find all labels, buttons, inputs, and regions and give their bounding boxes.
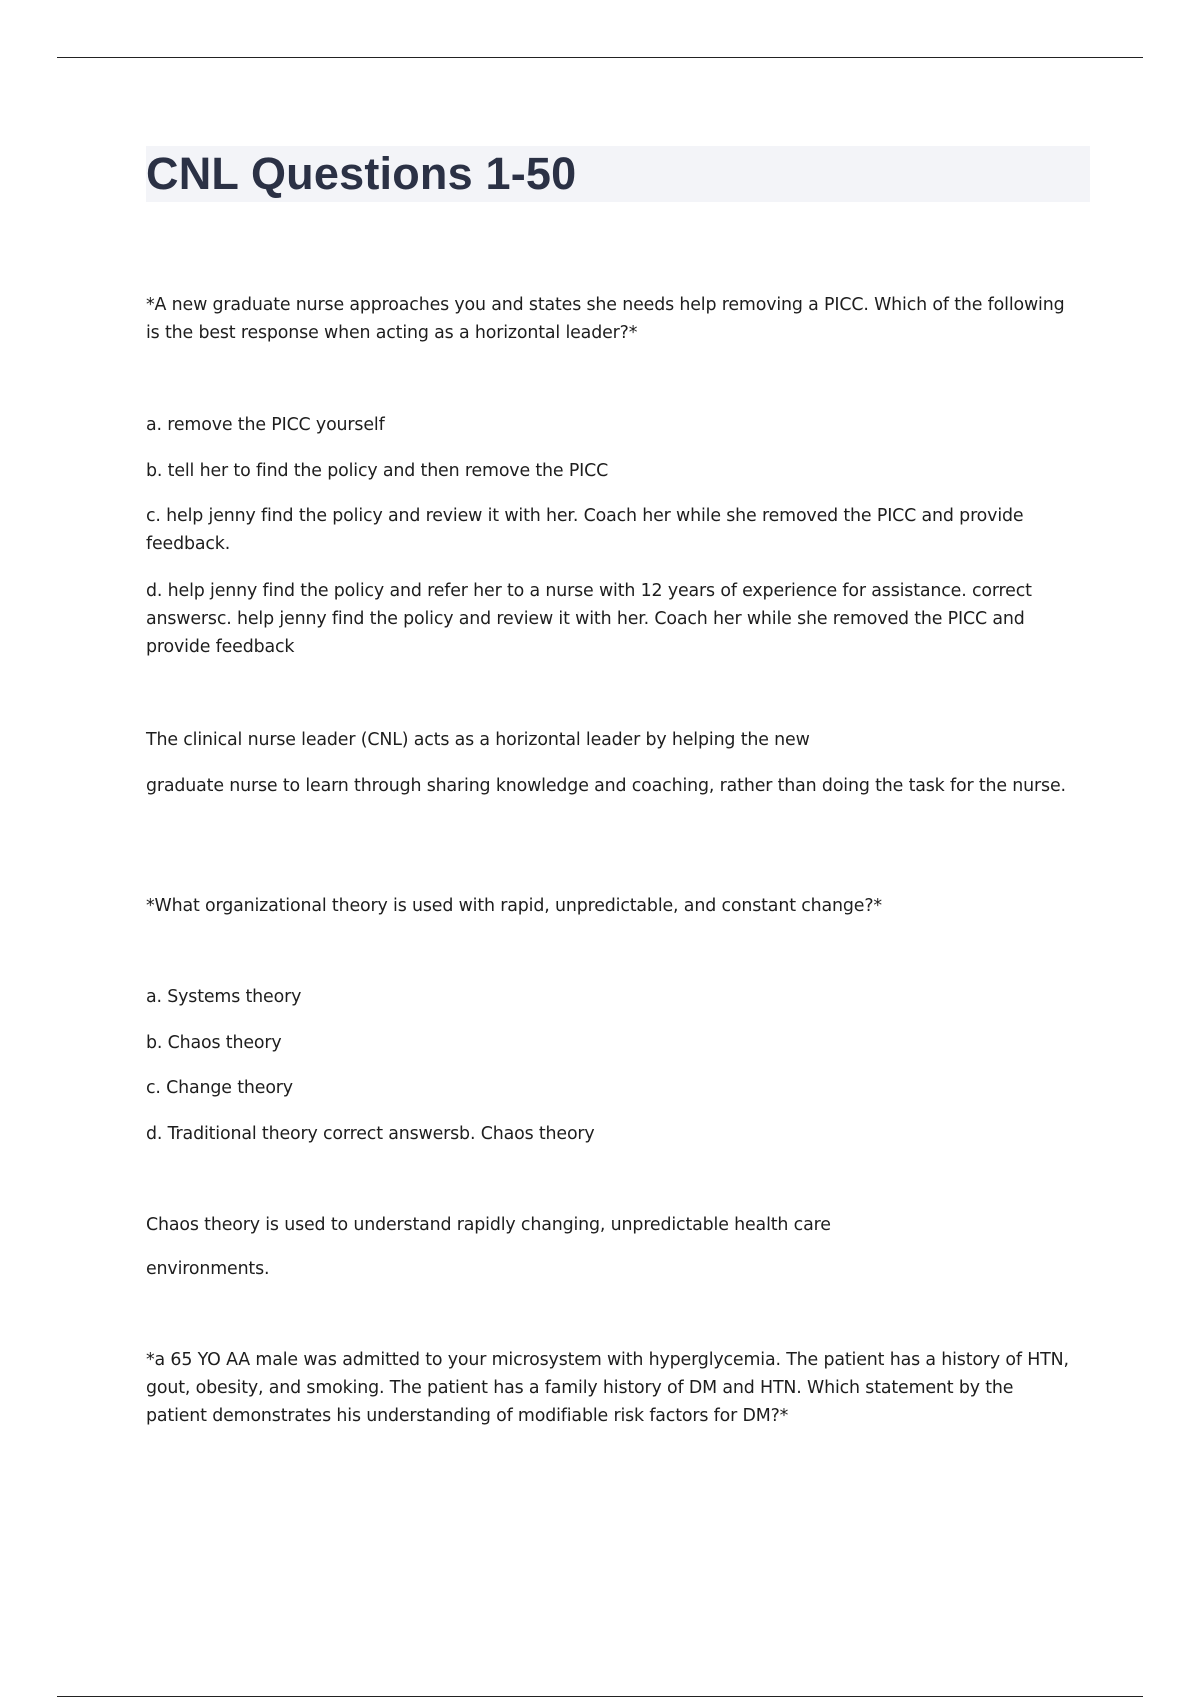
header-rule — [57, 57, 1143, 58]
question-1-option-c: c. help jenny find the policy and review it with her. Coach her while she removed the PICC and provide feedback. — [146, 506, 1024, 554]
question-1-prompt: *A new graduate nurse approaches you and states she needs help removing a PICC. Which of the following is the best response when acting as a horizontal leader?* — [146, 295, 1065, 343]
footer-rule — [57, 1696, 1143, 1697]
question-1-option-a: a. remove the PICC yourself — [146, 415, 385, 435]
document-title: CNL Questions 1-50 — [146, 148, 577, 199]
question-2-rationale-line-1: Chaos theory is used to understand rapidly changing, unpredictable health care — [146, 1215, 831, 1235]
question-2-option-d: d. Traditional theory correct answersb. Chaos theory — [146, 1124, 595, 1144]
question-2-rationale-line-2: environments. — [146, 1259, 270, 1279]
question-2-option-a: a. Systems theory — [146, 987, 302, 1007]
question-1-option-d: d. help jenny find the policy and refer her to a nurse with 12 years of experience for assistance. correct answersc. help jenny find the policy and review it with her. Coach her while she removed the PICC and provide feedback — [146, 581, 1032, 657]
question-1-rationale-line-2: graduate nurse to learn through sharing knowledge and coaching, rather than doing the task for the nurse. — [146, 776, 1066, 796]
question-2-option-c: c. Change theory — [146, 1078, 293, 1098]
question-2-option-b: b. Chaos theory — [146, 1033, 282, 1053]
question-3-prompt: *a 65 YO AA male was admitted to your microsystem with hyperglycemia. The patient has a history of HTN, gout, obesity, and smoking. The patient has a family history of DM and HTN. Which statement by the patient demonstrates his understanding of modifiable risk factors for DM?* — [146, 1350, 1069, 1426]
question-2-prompt: *What organizational theory is used with rapid, unpredictable, and constant change?* — [146, 896, 882, 916]
question-1-rationale-line-1: The clinical nurse leader (CNL) acts as a horizontal leader by helping the new — [146, 730, 810, 750]
question-1-option-b: b. tell her to find the policy and then remove the PICC — [146, 461, 609, 481]
